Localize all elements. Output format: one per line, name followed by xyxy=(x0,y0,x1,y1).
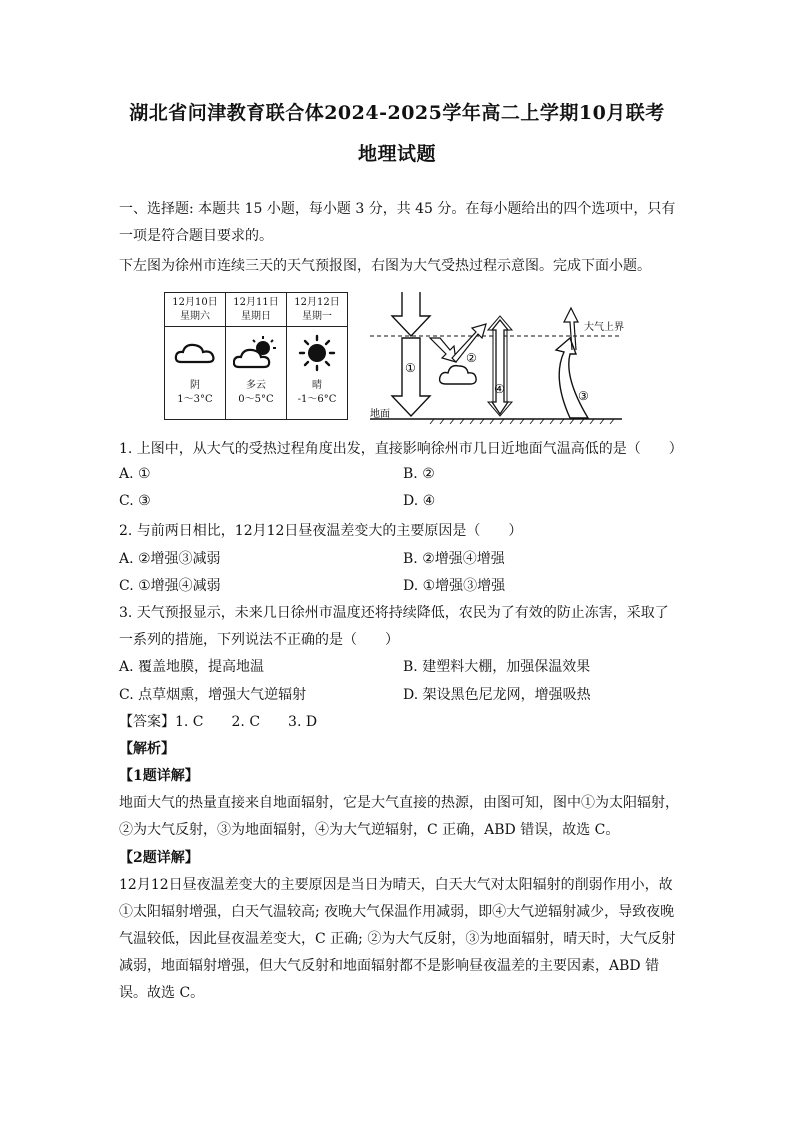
q2-option-d: D. ①增强③增强 xyxy=(403,578,506,594)
forecast-weather: 阴 xyxy=(190,380,200,391)
forecast-weekday: 星期一 xyxy=(302,311,332,322)
atmosphere-heating-diagram xyxy=(364,292,624,424)
q1-option-b: B. ② xyxy=(403,466,435,482)
diagram-label-1: ① xyxy=(405,361,416,375)
question-2-stem: 2. 与前两日相比，12月12日昼夜温差变大的主要原因是（ ） xyxy=(119,523,523,539)
figure xyxy=(164,292,624,424)
forecast-temp: 1～3°C xyxy=(177,394,213,405)
question-3-stem-line2: 一系列的措施，下列说法不正确的是（ ） xyxy=(119,632,399,648)
question-1-stem: 1. 上图中，从大气的受热过程角度出发，直接影响徐州市几日近地面气温高低的是（ ） xyxy=(119,441,683,457)
diagram-label-2: ② xyxy=(466,351,477,365)
q1-option-c: C. ③ xyxy=(119,493,151,509)
forecast-table xyxy=(164,292,348,420)
forecast-day-1 xyxy=(165,293,226,419)
forecast-date: 12月12日 xyxy=(294,297,340,308)
answer-line: 【答案】1. C 2. C 3. D xyxy=(119,714,318,730)
diagram-label-4: ④ xyxy=(494,382,505,396)
q1-option-d: D. ④ xyxy=(403,493,436,509)
forecast-day-3 xyxy=(287,293,347,419)
section-intro: 一、选择题: 本题共 15 小题，每小题 3 分，共 45 分。在每小题给出的四个选项中，只有一项是符合题目要求的。 xyxy=(119,201,676,244)
q2-option-b: B. ②增强④增强 xyxy=(403,551,505,567)
forecast-date: 12月10日 xyxy=(172,297,218,308)
q3-option-d: D. 架设黑色尼龙网，增强吸热 xyxy=(403,687,591,703)
forecast-weather: 多云 xyxy=(246,380,266,391)
q3-option-b: B. 建塑料大棚，加强保温效果 xyxy=(403,659,591,675)
forecast-weekday: 星期日 xyxy=(241,311,271,322)
q2-detail-text: 12月12日昼夜温差变大的主要原因是当日为晴天，白天大气对太阳辐射的削弱作用小，故①太阳辐射增强，白天气温较高; 夜晚大气保温作用减弱，即④大气逆辐射减少，导致夜晚气温较低，因此昼夜温差变大，C 正确; ②为大气反射，③为地面辐射，晴天时，大气反射减弱，地面辐射增强，但大气反射和地面辐射都不是影响昼夜温差的主要因素，ABD 错误。故选 C。 xyxy=(119,877,676,1001)
exam-subtitle: 地理试题 xyxy=(357,143,436,165)
q2-option-a: A. ②增强③减弱 xyxy=(119,551,221,567)
q3-option-a: A. 覆盖地膜，提高地温 xyxy=(119,659,265,675)
forecast-day-2 xyxy=(226,293,287,419)
q3-option-c: C. 点草烟熏，增强大气逆辐射 xyxy=(119,687,307,703)
upper-boundary-label: 大气上界 xyxy=(584,322,624,333)
diagram-label-3: ③ xyxy=(578,389,589,403)
forecast-weekday: 星期六 xyxy=(180,311,210,322)
sun-icon xyxy=(295,327,339,379)
q1-detail-text: 地面大气的热量直接来自地面辐射，它是大气直接的热源，由图可知，图中①为太阳辐射，②为大气反射，③为地面辐射，④为大气逆辐射，C 正确，ABD 错误，故选 C。 xyxy=(119,795,679,838)
q2-detail-label: 【2题详解】 xyxy=(119,850,199,866)
material-intro: 下左图为徐州市连续三天的天气预报图，右图为大气受热过程示意图。完成下面小题。 xyxy=(119,258,651,274)
forecast-temp: 0～5°C xyxy=(238,394,274,405)
q1-option-a: A. ① xyxy=(119,466,151,482)
cloud-icon xyxy=(173,327,217,379)
forecast-weather: 晴 xyxy=(312,380,322,391)
partly-cloudy-icon xyxy=(233,327,279,379)
q2-option-c: C. ①增强④减弱 xyxy=(119,578,221,594)
q1-detail-label: 【1题详解】 xyxy=(119,768,199,784)
exam-title: 湖北省问津教育联合体2024-2025学年高二上学期10月联考 xyxy=(129,102,665,124)
analysis-label: 【解析】 xyxy=(119,741,175,757)
forecast-temp: -1～6°C xyxy=(297,394,337,405)
forecast-date: 12月11日 xyxy=(233,297,279,308)
ground-label: 地面 xyxy=(370,409,390,420)
question-3-stem-line1: 3. 天气预报显示，未来几日徐州市温度还将持续降低，农民为了有效的防止冻害，采取了 xyxy=(119,605,669,621)
